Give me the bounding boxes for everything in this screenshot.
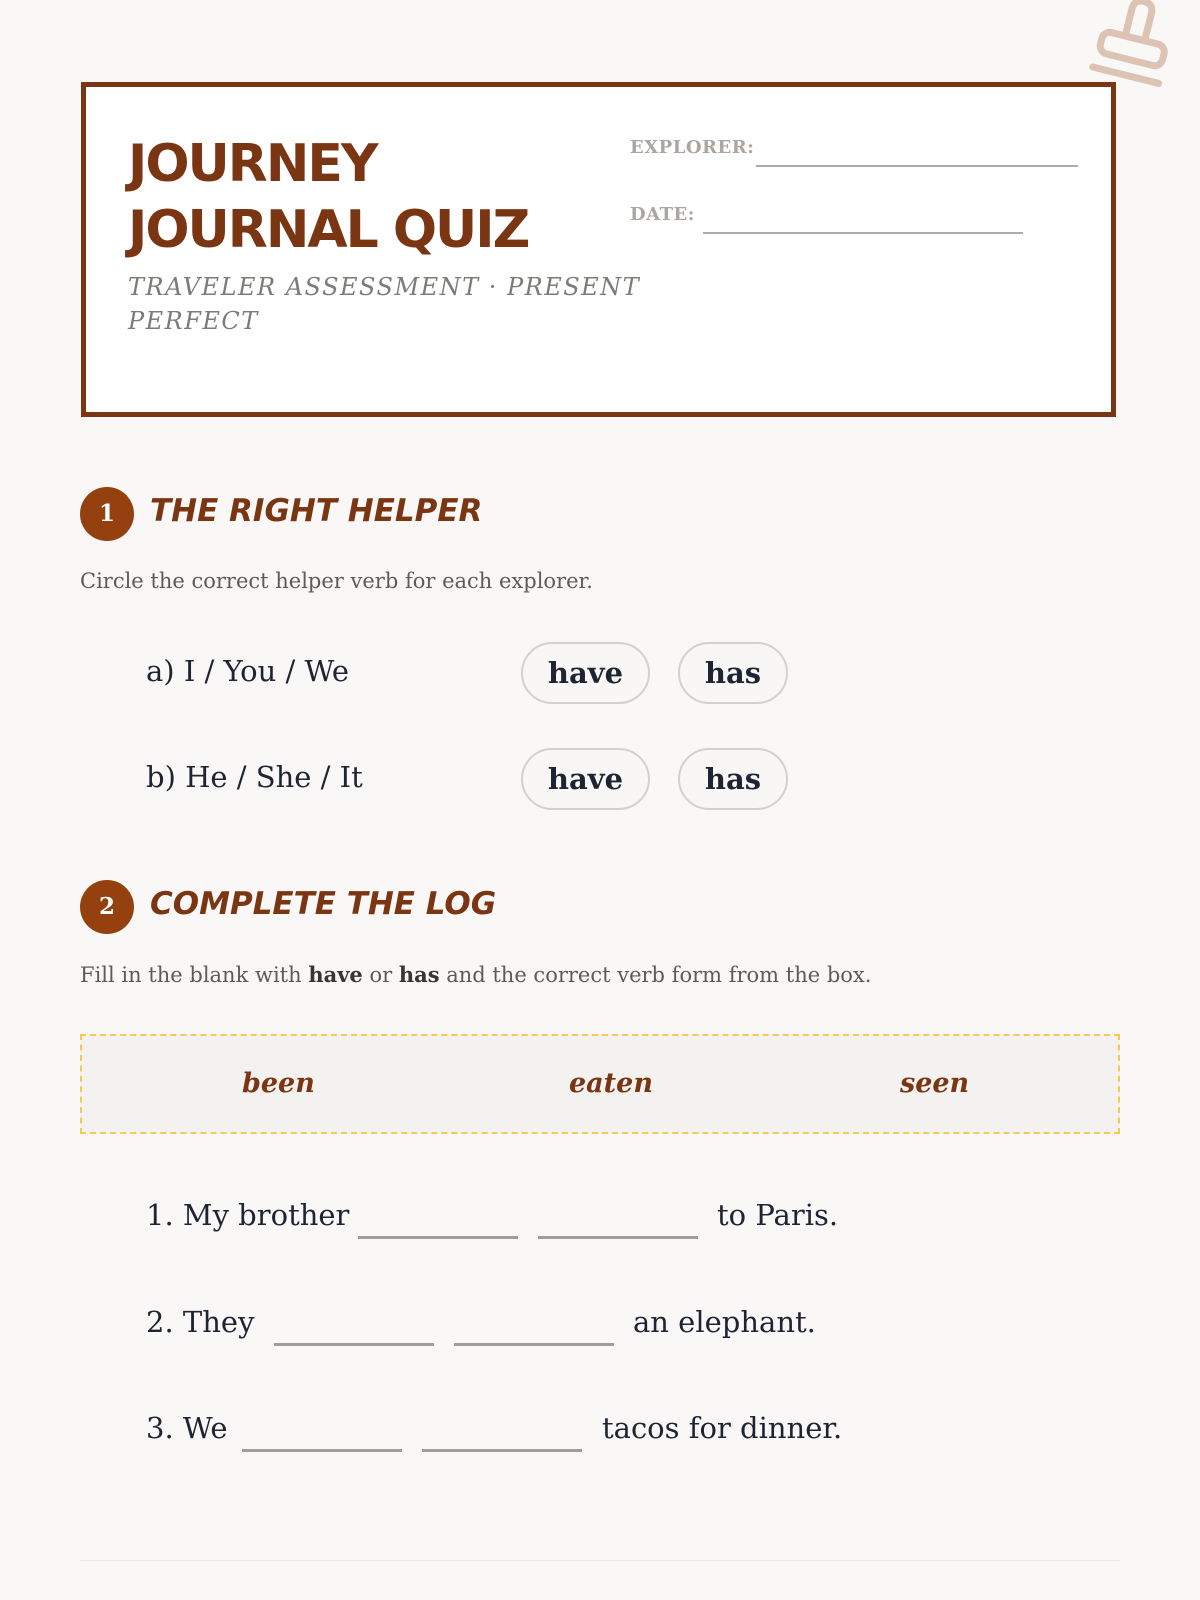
date-label: DATE: <box>630 204 695 225</box>
section-2-instruction <box>80 962 871 987</box>
sentence-3-end: tacos for dinner. <box>602 1411 843 1445</box>
sentence-3-start: 3. We <box>146 1411 228 1445</box>
title-line-1: JOURNEY <box>128 134 377 194</box>
sentence-2-blank-1[interactable] <box>274 1343 434 1346</box>
instruction-or: or <box>362 963 399 987</box>
option-b-has-button[interactable]: has <box>678 748 788 810</box>
section-2-title: COMPLETE THE LOG <box>150 886 497 922</box>
instruction-text: Fill in the blank with <box>80 963 309 987</box>
option-a-has-button[interactable]: has <box>678 642 788 704</box>
quiz-title <box>128 131 528 263</box>
option-b-have-button[interactable]: have <box>521 748 650 810</box>
word-been: been <box>242 1068 315 1099</box>
question-b-label: b) He / She / It <box>146 760 363 794</box>
instruction-rest: and the correct verb form from the box. <box>439 963 872 987</box>
sentence-2-end: an elephant. <box>633 1305 816 1339</box>
footer-divider <box>80 1560 1120 1561</box>
question-a-label: a) I / You / We <box>146 654 350 688</box>
header-box <box>81 82 1116 417</box>
sentence-1-start: 1. My brother <box>146 1198 350 1232</box>
instruction-have: have <box>308 962 363 987</box>
instruction-has: has <box>398 962 440 987</box>
word-eaten: eaten <box>569 1068 653 1099</box>
section-1-title: THE RIGHT HELPER <box>150 493 483 529</box>
explorer-field[interactable] <box>756 165 1078 167</box>
quiz-subtitle: TRAVELER ASSESSMENT · PRESENT PERFECT <box>128 273 641 335</box>
section-1-instruction: Circle the correct helper verb for each explorer. <box>80 569 593 593</box>
sentence-1-end: to Paris. <box>717 1198 839 1232</box>
explorer-label: EXPLORER: <box>630 137 755 158</box>
sentence-3-blank-2[interactable] <box>422 1449 582 1452</box>
section-1-badge: 1 <box>80 487 134 541</box>
date-field[interactable] <box>703 232 1023 234</box>
sentence-2-blank-2[interactable] <box>454 1343 614 1346</box>
option-a-have-button[interactable]: have <box>521 642 650 704</box>
title-line-2: JOURNAL QUIZ <box>128 200 529 260</box>
word-bank <box>80 1034 1120 1134</box>
sentence-1-blank-1[interactable] <box>358 1236 518 1239</box>
sentence-1-blank-2[interactable] <box>538 1236 698 1239</box>
sentence-2-start: 2. They <box>146 1305 255 1339</box>
word-seen: seen <box>900 1068 970 1099</box>
section-2-badge: 2 <box>80 880 134 934</box>
sentence-3-blank-1[interactable] <box>242 1449 402 1452</box>
